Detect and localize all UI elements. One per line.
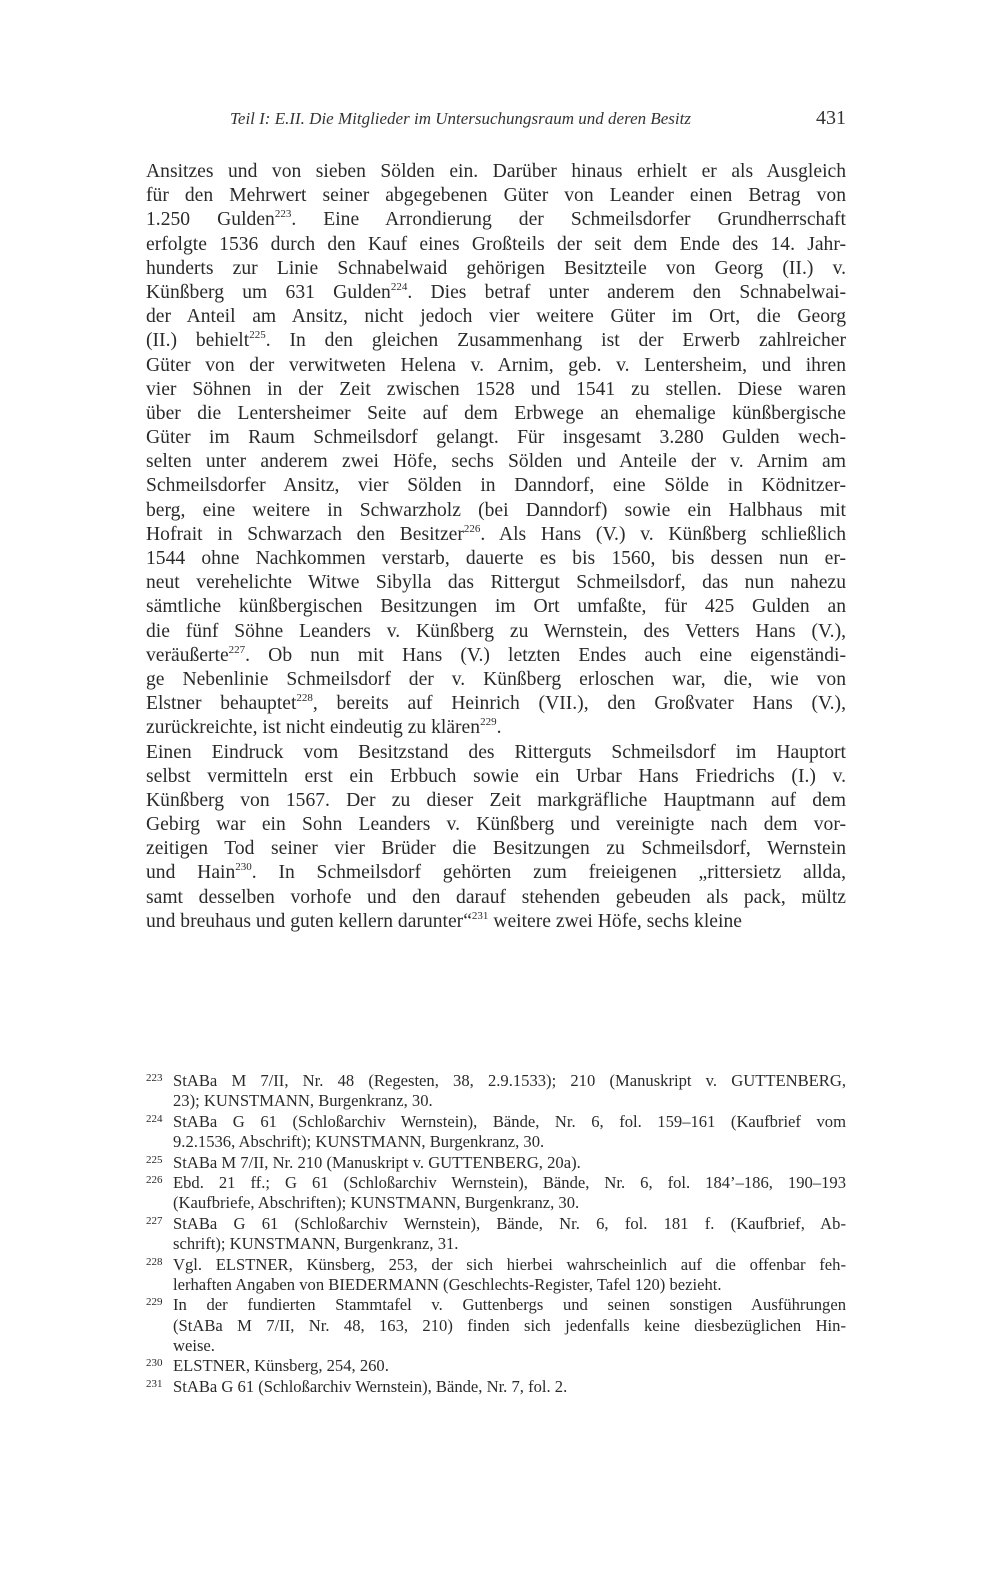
body-line: und Hain$^{230}$. In Schmeilsdorf gehörten zum freieigenen „rittersietz allda, (146, 861, 846, 884)
footnote-reference[interactable]: 231 (471, 909, 489, 922)
footnote-line: 224 StABa G 61 (Schloßarchiv Wernstein), Bände, Nr. 6, fol. 159–161 (Kaufbrief vom (146, 1112, 846, 1132)
footnote-line: 223 StABa M 7/II, Nr. 48 (Regesten, 38, 2.9.1533); 210 (Manuskript v. GUTTENBERG, (146, 1071, 846, 1091)
body-line: die fünf Söhne Leanders v. Künßberg zu Wernstein, des Vetters Hans (V.), (146, 620, 846, 642)
footnote-line: 229 In der fundierten Stammtafel v. Guttenbergs und seinen sonstigen Ausführungen (146, 1295, 846, 1315)
footnote-225 (146, 1153, 846, 1173)
body-line: Einen Eindruck vom Besitzstand des Ritterguts Schmeilsdorf im Hauptort (146, 741, 846, 763)
footnote-reference[interactable]: 225 (249, 329, 266, 342)
body-text (146, 160, 846, 934)
footnote-223 (146, 1071, 846, 1112)
footnote-line: 226 Ebd. 21 ff.; G 61 (Schloßarchiv Wernstein), Bände, Nr. 6, fol. 184’–186, 190–193 (146, 1173, 846, 1193)
footnote-line: 23); KUNSTMANN, Burgenkranz, 30. (173, 1091, 433, 1111)
footnote-reference[interactable]: 224 (390, 280, 408, 293)
footnote-reference[interactable]: 230 (235, 861, 252, 874)
footnote-line: schrift); KUNSTMANN, Burgenkranz, 31. (173, 1234, 459, 1254)
running-header (146, 107, 846, 137)
footnote-line: 227 StABa G 61 (Schloßarchiv Wernstein), Bände, Nr. 6, fol. 181 f. (Kaufbrief, Ab- (146, 1214, 846, 1234)
footnote-line: 228 Vgl. ELSTNER, Künsberg, 253, der sich hierbei wahrscheinlich auf die offenbar feh- (146, 1255, 846, 1275)
footnote-number: 225 (146, 1153, 163, 1166)
footnote-number: 231 (146, 1377, 163, 1390)
body-line: und breuhaus und guten kellern darunter“$^{231}$ weitere zwei Höfe, sechs kleine (146, 909, 742, 932)
footnote-number: 226 (146, 1173, 163, 1186)
footnote-reference[interactable]: 228 (296, 692, 313, 705)
footnote-228 (146, 1255, 846, 1296)
footnote-line: (Kaufbriefe, Abschriften); KUNSTMANN, Burgenkranz, 30. (173, 1193, 580, 1213)
footnote-number: 229 (146, 1296, 163, 1309)
body-line: ge Nebenlinie Schmeilsdorf der v. Künßberg erloschen war, die, wie von (146, 668, 846, 690)
page-number: 431 (816, 107, 846, 129)
body-line: (II.) behielt$^{225}$. In den gleichen Zusammenhang ist der Erwerb zahlreicher (146, 329, 846, 352)
body-line: neut verehelichte Witwe Sibylla das Rittergut Schmeilsdorf, das nun nahezu (146, 572, 846, 594)
footnote-reference[interactable]: 226 (463, 522, 481, 535)
body-line: Gebirg war ein Sohn Leanders v. Künßberg und vereinigte nach dem vor- (146, 814, 846, 836)
body-line: berg, eine weitere in Schwarzholz (bei Danndorf) sowie ein Halbhaus mit (146, 499, 846, 521)
footnote-227 (146, 1214, 846, 1255)
body-line: Künßberg um 631 Gulden$^{224}$. Dies betraf unter anderem den Schnabelwai- (146, 280, 846, 303)
body-line: vier Söhnen in der Zeit zwischen 1528 und 1541 zu stellen. Diese waren (146, 378, 846, 400)
footnote-224 (146, 1112, 846, 1153)
body-line: Künßberg von 1567. Der zu dieser Zeit markgräfliche Hauptmann auf dem (146, 789, 846, 811)
body-line: Ansitzes und von sieben Sölden ein. Darüber hinaus erhielt er als Ausgleich (146, 161, 846, 182)
footnote-number: 227 (146, 1214, 163, 1227)
footnote-229 (146, 1295, 846, 1356)
body-line: zurückreichte, ist nicht eindeutig zu klären$^{229}$. (146, 716, 502, 739)
body-line: erfolgte 1536 durch den Kauf eines Großteils der seit dem Ende des 14. Jahr- (146, 233, 846, 255)
footnote-226 (146, 1173, 846, 1214)
footnote-line: 9.2.1536, Abschrift); KUNSTMANN, Burgenkranz, 30. (173, 1132, 545, 1152)
footnote-line: 225 StABa M 7/II, Nr. 210 (Manuskript v. GUTTENBERG, 20a). (146, 1153, 846, 1173)
footnote-number: 228 (146, 1255, 163, 1268)
footnote-line: lerhaften Angaben von BIEDERMANN (Geschlechts-Register, Tafel 120) bezieht. (173, 1274, 722, 1294)
body-line: selbst vermitteln erst ein Erbbuch sowie ein Urbar Hans Friedrichs (I.) v. (146, 765, 846, 787)
body-line: Güter von der verwitweten Helena v. Arnim, geb. v. Lentersheim, und ihren (146, 354, 846, 376)
footnote-line: (StABa M 7/II, Nr. 48, 163, 210) finden sich jedenfalls keine diesbezüglichen Hin- (173, 1315, 846, 1335)
footnote-line: weise. (173, 1336, 215, 1356)
footnote-reference[interactable]: 227 (228, 643, 246, 656)
body-line: 1.250 Gulden$^{223}$. Eine Arrondierung der Schmeilsdorfer Grundherrschaft (146, 208, 846, 231)
body-line: Hofrait in Schwarzach den Besitzer$^{226}$. Als Hans (V.) v. Künßberg schließlich (146, 522, 846, 545)
body-line: Elstner behauptet$^{228}$, bereits auf Heinrich (VII.), den Großvater Hans (V.), (146, 692, 846, 715)
body-line: selten unter anderem zwei Höfe, sechs Sölden und Anteile der v. Arnim am (146, 451, 846, 473)
footnote-number: 230 (146, 1357, 163, 1370)
body-line: zeitigen Tod seiner vier Brüder die Besitzungen zu Schmeilsdorf, Wernstein (146, 838, 846, 860)
footnotes (146, 1071, 846, 1397)
body-line: 1544 ohne Nachkommen verstarb, dauerte es bis 1560, bis dessen nun er- (146, 548, 846, 569)
footnote-231 (146, 1377, 846, 1397)
running-header-title: Teil I: E.II. Die Mitglieder im Untersuchungsraum und deren Besitz (230, 109, 691, 128)
body-line: über die Lentersheimer Seite auf dem Erbwege an ehemalige künßbergische (146, 402, 846, 424)
body-line: samt desselben vorhofe und den darauf stehenden gebeuden als pack, mültz (146, 886, 846, 908)
body-line: veräußerte$^{227}$. Ob nun mit Hans (V.) letzten Endes auch eine eigenständi- (146, 643, 846, 666)
footnote-reference[interactable]: 229 (480, 716, 497, 729)
footnote-line: 230 ELSTNER, Künsberg, 254, 260. (146, 1356, 846, 1376)
body-line: hunderts zur Linie Schnabelwaid gehörigen Besitzteile von Georg (II.) v. (146, 257, 846, 279)
body-line: der Anteil am Ansitz, nicht jedoch vier weitere Güter im Ort, die Georg (146, 306, 846, 328)
body-line: Güter im Raum Schmeilsdorf gelangt. Für insgesamt 3.280 Gulden wech- (146, 427, 846, 449)
body-line: für den Mehrwert seiner abgegebenen Güter von Leander einen Betrag von (146, 185, 846, 207)
body-line: sämtliche künßbergischen Besitzungen im Ort umfaßte, für 425 Gulden an (146, 596, 846, 618)
footnote-line: 231 StABa G 61 (Schloßarchiv Wernstein), Bände, Nr. 7, fol. 2. (146, 1377, 846, 1397)
body-line: Schmeilsdorfer Ansitz, vier Sölden in Danndorf, eine Sölde in Ködnitzer- (146, 475, 846, 497)
footnote-number: 224 (146, 1112, 163, 1125)
footnote-230 (146, 1356, 846, 1376)
footnote-reference[interactable]: 223 (274, 208, 292, 221)
footnote-number: 223 (146, 1072, 163, 1084)
